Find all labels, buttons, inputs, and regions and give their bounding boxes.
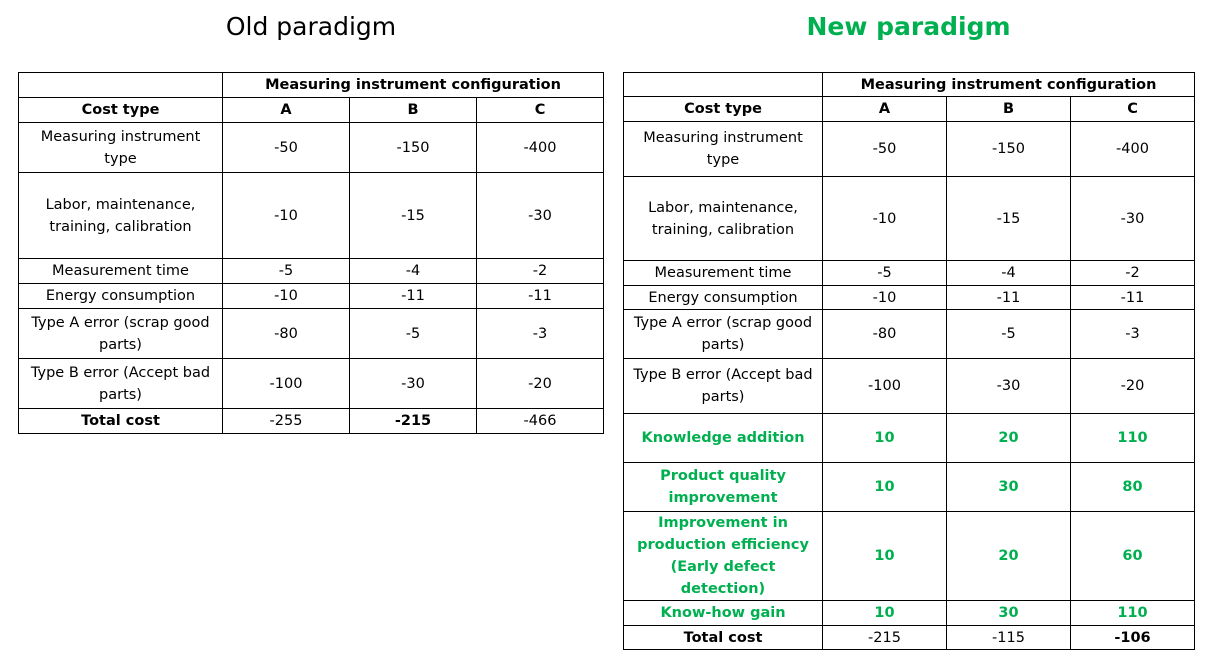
cell-c: -400 (1071, 122, 1195, 177)
row-label: Total cost (19, 409, 223, 434)
cell-a: 10 (823, 601, 947, 626)
benefit-row (624, 601, 1195, 626)
cell-a: -255 (223, 409, 350, 434)
benefit-row (624, 463, 1195, 512)
column-header: B (947, 97, 1071, 122)
cell-b: 20 (947, 512, 1071, 601)
table-row (19, 309, 604, 359)
cell-a: 10 (823, 512, 947, 601)
new-paradigm-table (623, 72, 1195, 650)
cell-b: -11 (947, 286, 1071, 310)
column-header: A (223, 98, 350, 123)
column-header: C (1071, 97, 1195, 122)
group-header: Measuring instrument configuration (223, 73, 604, 98)
cell-b: -215 (350, 409, 477, 434)
row-label: Measuring instrument type (19, 123, 223, 173)
blank-cell (19, 73, 223, 98)
table-row (624, 286, 1195, 310)
column-header: C (477, 98, 604, 123)
cell-b: -30 (947, 359, 1071, 414)
row-label: Type A error (scrap good parts) (624, 310, 823, 359)
cell-a: -10 (223, 173, 350, 259)
cell-a: -10 (823, 177, 947, 261)
cell-a: -10 (823, 286, 947, 310)
table-row (624, 310, 1195, 359)
cell-c: -3 (477, 309, 604, 359)
new-paradigm-title: New paradigm (806, 12, 1011, 41)
row-label: Measuring instrument type (624, 122, 823, 177)
table-row (19, 123, 604, 173)
cell-c: -11 (477, 284, 604, 309)
cell-a: -100 (223, 359, 350, 409)
old-paradigm-table (18, 72, 604, 434)
table-row (19, 359, 604, 409)
column-header-row (19, 98, 604, 123)
row-label: Knowledge addition (624, 414, 823, 463)
row-label: Know-how gain (624, 601, 823, 626)
blank-cell (624, 73, 823, 97)
cell-b: 30 (947, 601, 1071, 626)
table-row (624, 122, 1195, 177)
row-label: Total cost (624, 626, 823, 650)
cell-a: 10 (823, 414, 947, 463)
group-header-row (19, 73, 604, 98)
column-header-row (624, 97, 1195, 122)
cell-b: -5 (350, 309, 477, 359)
total-row (19, 409, 604, 434)
total-row (624, 626, 1195, 650)
cell-b: -5 (947, 310, 1071, 359)
cell-c: -20 (477, 359, 604, 409)
cell-c: -30 (1071, 177, 1195, 261)
cell-c: -2 (1071, 261, 1195, 286)
row-label: Energy consumption (19, 284, 223, 309)
cell-b: 30 (947, 463, 1071, 512)
cell-a: -80 (223, 309, 350, 359)
row-label: Labor, maintenance, training, calibration (19, 173, 223, 259)
row-label: Measurement time (624, 261, 823, 286)
cell-c: -400 (477, 123, 604, 173)
row-label: Measurement time (19, 259, 223, 284)
row-label: Improvement in production efficiency (Early defect detection) (624, 512, 823, 601)
table-row (624, 177, 1195, 261)
cell-c: 110 (1071, 414, 1195, 463)
old-paradigm-title: Old paradigm (225, 12, 397, 41)
cell-c: -11 (1071, 286, 1195, 310)
cell-a: -215 (823, 626, 947, 650)
cell-c: 60 (1071, 512, 1195, 601)
cell-c: -3 (1071, 310, 1195, 359)
cell-a: -5 (223, 259, 350, 284)
cell-b: 20 (947, 414, 1071, 463)
cell-b: -150 (947, 122, 1071, 177)
row-label: Type A error (scrap good parts) (19, 309, 223, 359)
table-row (19, 259, 604, 284)
group-header: Measuring instrument configuration (823, 73, 1195, 97)
group-header-row (624, 73, 1195, 97)
column-header: Cost type (19, 98, 223, 123)
cell-a: -50 (223, 123, 350, 173)
cell-b: -4 (947, 261, 1071, 286)
column-header: B (350, 98, 477, 123)
cell-c: -2 (477, 259, 604, 284)
cell-b: -150 (350, 123, 477, 173)
column-header: A (823, 97, 947, 122)
row-label: Labor, maintenance, training, calibration (624, 177, 823, 261)
cell-c: -106 (1071, 626, 1195, 650)
table-row (19, 173, 604, 259)
cell-b: -4 (350, 259, 477, 284)
cell-b: -11 (350, 284, 477, 309)
cell-c: -466 (477, 409, 604, 434)
table-row (19, 284, 604, 309)
cell-b: -115 (947, 626, 1071, 650)
cell-c: -20 (1071, 359, 1195, 414)
cell-a: 10 (823, 463, 947, 512)
cell-a: -10 (223, 284, 350, 309)
benefit-row (624, 512, 1195, 601)
benefit-row (624, 414, 1195, 463)
cell-b: -30 (350, 359, 477, 409)
table-row (624, 359, 1195, 414)
cell-c: 80 (1071, 463, 1195, 512)
cell-b: -15 (947, 177, 1071, 261)
cell-a: -100 (823, 359, 947, 414)
cell-c: 110 (1071, 601, 1195, 626)
cell-a: -50 (823, 122, 947, 177)
cell-c: -30 (477, 173, 604, 259)
cell-a: -5 (823, 261, 947, 286)
row-label: Energy consumption (624, 286, 823, 310)
cell-b: -15 (350, 173, 477, 259)
table-row (624, 261, 1195, 286)
column-header: Cost type (624, 97, 823, 122)
cell-a: -80 (823, 310, 947, 359)
row-label: Type B error (Accept bad parts) (624, 359, 823, 414)
row-label: Product quality improvement (624, 463, 823, 512)
row-label: Type B error (Accept bad parts) (19, 359, 223, 409)
